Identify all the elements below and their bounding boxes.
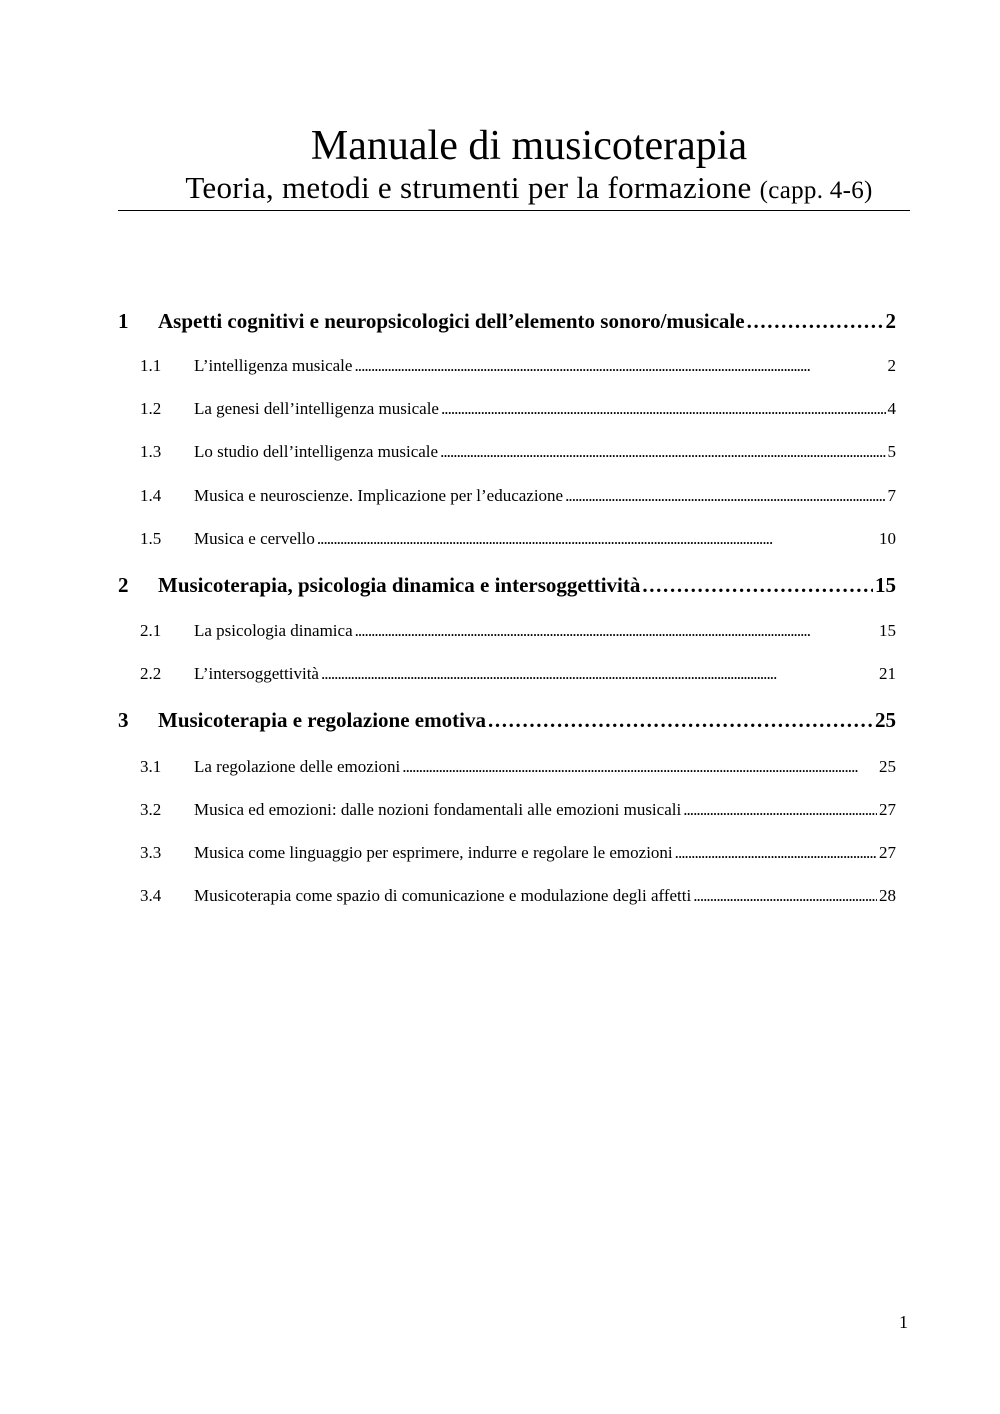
toc-entry-number: 3.4 (140, 886, 162, 905)
header-rule (118, 210, 910, 211)
toc-dot-leader (565, 485, 885, 507)
toc-chapter-entry[interactable] (118, 572, 896, 598)
toc-dot-leader (642, 572, 873, 598)
toc-section-entry[interactable] (118, 756, 896, 778)
toc-entry-title: Musica e cervello (194, 529, 315, 548)
toc-dot-leader (693, 885, 877, 907)
page-number: 1 (899, 1312, 908, 1332)
toc-entry-number: 2.2 (140, 664, 162, 683)
document-subtitle (118, 170, 910, 209)
toc-section-entry[interactable] (118, 398, 896, 420)
toc-entry-page: 25 (875, 708, 896, 732)
toc-entry-number: 1.5 (140, 529, 162, 548)
toc-entry-number: 3 (118, 708, 129, 732)
toc-entry-title: La regolazione delle emozioni (194, 757, 401, 776)
toc-entry-page: 4 (887, 399, 896, 418)
toc-entry-title: La psicologia dinamica (194, 621, 353, 640)
toc-dot-leader (747, 308, 884, 334)
toc-chapter-entry[interactable] (118, 707, 896, 733)
toc-entry-title: Musicoterapia, psicologia dinamica e intersoggettività (158, 573, 641, 597)
toc-entry-page: 15 (879, 621, 896, 640)
toc-dot-leader (675, 842, 877, 864)
document-header (118, 122, 910, 209)
toc-entry-number: 1.4 (140, 486, 162, 505)
toc-entry-page: 2 (885, 309, 896, 333)
toc-entry-number: 1 (118, 309, 129, 333)
toc-entry-title: Musicoterapia e regolazione emotiva (158, 708, 486, 732)
toc-dot-leader (321, 663, 877, 685)
toc-section-entry[interactable] (118, 663, 896, 685)
subtitle-chapters-note: (capp. 4-6) (759, 177, 873, 204)
toc-dot-leader (402, 756, 877, 778)
toc-entry-page: 7 (887, 486, 896, 505)
toc-section-entry[interactable] (118, 485, 896, 507)
toc-dot-leader (440, 441, 885, 463)
toc-entry-title: Musicoterapia come spazio di comunicazione e modulazione degli affetti (194, 886, 692, 905)
toc-entry-number: 3.3 (140, 843, 162, 862)
toc-entry-page: 27 (879, 800, 896, 819)
toc-dot-leader (683, 799, 877, 821)
toc-dot-leader (441, 398, 886, 420)
toc-section-entry[interactable] (118, 620, 896, 642)
subtitle-text: Teoria, metodi e strumenti per la formazione (185, 170, 752, 205)
toc-entry-title: La genesi dell’intelligenza musicale (194, 399, 439, 418)
toc-section-entry[interactable] (118, 842, 896, 864)
toc-dot-leader (355, 620, 877, 642)
toc-entry-page: 2 (887, 356, 896, 375)
toc-entry-page: 25 (879, 757, 896, 776)
toc-entry-number: 1.2 (140, 399, 162, 418)
toc-entry-page: 21 (879, 664, 896, 683)
toc-entry-title: L’intersoggettività (194, 664, 319, 683)
toc-entry-number: 2 (118, 573, 129, 597)
toc-entry-page: 10 (879, 529, 896, 548)
toc-section-entry[interactable] (118, 441, 896, 463)
toc-dot-leader (317, 528, 877, 550)
toc-entry-page: 15 (875, 573, 896, 597)
toc-section-entry[interactable] (118, 799, 896, 821)
toc-section-entry[interactable] (118, 528, 896, 550)
toc-entry-title: Musica ed emozioni: dalle nozioni fondamentali alle emozioni musicali (194, 800, 682, 819)
toc-entry-page: 27 (879, 843, 896, 862)
toc-section-entry[interactable] (118, 885, 896, 907)
toc-entry-number: 1.3 (140, 442, 162, 461)
toc-entry-number: 3.1 (140, 757, 162, 776)
toc-entry-page: 28 (879, 886, 896, 905)
toc-entry-title: Musica come linguaggio per esprimere, indurre e regolare le emozioni (194, 843, 673, 862)
toc-entry-number: 3.2 (140, 800, 162, 819)
toc-entry-title: L’intelligenza musicale (194, 356, 353, 375)
toc-entry-title: Lo studio dell’intelligenza musicale (194, 442, 439, 461)
toc-chapter-entry[interactable] (118, 308, 896, 334)
toc-entry-page: 5 (887, 442, 896, 461)
toc-entry-title: Musica e neuroscienze. Implicazione per l’educazione (194, 486, 564, 505)
toc-entry-number: 1.1 (140, 356, 162, 375)
toc-dot-leader (488, 707, 873, 733)
toc-section-entry[interactable] (118, 355, 896, 377)
toc-dot-leader (354, 355, 885, 377)
document-title: Manuale di musicoterapia (310, 123, 748, 169)
toc-entry-title: Aspetti cognitivi e neuropsicologici dell’elemento sonoro/musicale (158, 309, 745, 333)
toc-entry-number: 2.1 (140, 621, 162, 640)
